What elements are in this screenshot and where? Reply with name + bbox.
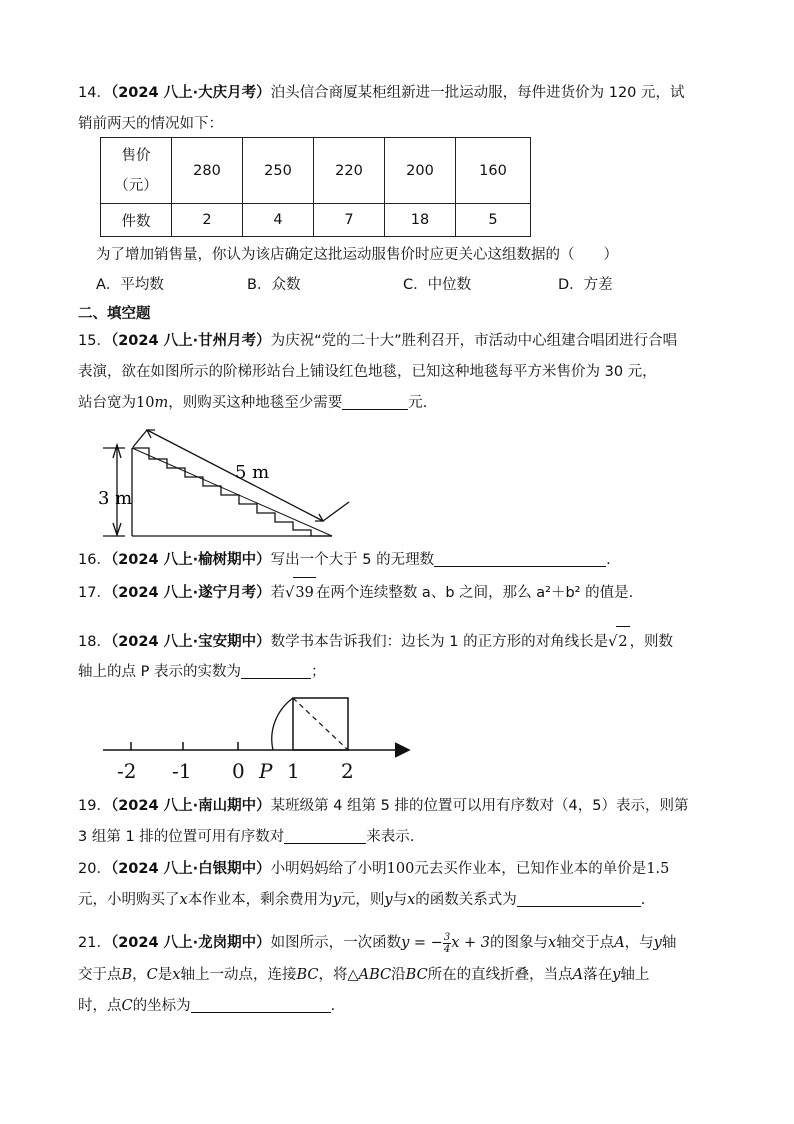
q20-text: 本作业本，剩余费用为 xyxy=(187,892,333,908)
answer-blank[interactable] xyxy=(342,391,408,410)
price-value: 1.5 xyxy=(646,861,670,877)
q15-text: 为庆祝“党的二十大”胜利召开，市活动中心组建合唱团进行合唱 xyxy=(270,333,678,349)
q14-line2: 销前两天的情况如下： xyxy=(78,116,223,132)
sqrt-39: √39 xyxy=(285,585,316,601)
q20-text: 元，则 xyxy=(340,892,385,908)
q21-text: 轴上一动点，连接 xyxy=(180,967,297,983)
q21-text: 轴上 xyxy=(620,967,650,983)
option-a: A．平均数 xyxy=(96,277,164,293)
question-source: （2024 八上·南山期中） xyxy=(110,798,271,814)
sales-table xyxy=(100,137,531,237)
q15-line2: 表演，欲在如图所示的阶梯形站台上铺设红色地毯，已知这种地毯每平方米售价为 30 元， xyxy=(78,364,657,380)
q21-line2 xyxy=(78,960,728,991)
var-x: x xyxy=(172,967,181,983)
question-number: 14． xyxy=(78,85,111,101)
option-b: B．众数 xyxy=(247,277,301,293)
q21-line3 xyxy=(78,991,728,1022)
q21-text: 所在的直线折叠，当点 xyxy=(427,967,573,983)
q18-text: 轴上的点 P 表示的实数为 xyxy=(78,664,241,680)
width-unit: m xyxy=(154,395,169,411)
q20-text: 与 xyxy=(392,892,408,908)
q14-line1 xyxy=(78,78,728,109)
q20-text: 的函数关系式为 xyxy=(415,892,517,908)
var-x: x xyxy=(548,935,557,951)
q21-text: ， xyxy=(132,967,147,983)
var-x: x xyxy=(407,892,416,908)
answer-blank[interactable] xyxy=(517,888,641,907)
height-label: 3 m xyxy=(98,488,133,509)
question-source: （2024 八上·白银期中） xyxy=(110,861,271,877)
point-a: A xyxy=(572,967,584,983)
eq-rhs: x + 3 xyxy=(451,935,490,951)
linear-function xyxy=(401,931,490,955)
price-cell: 160 xyxy=(456,138,531,204)
question-source: （2024 八上·榆树期中） xyxy=(110,552,271,568)
q17-text: 若 xyxy=(270,585,286,601)
tick-label: 2 xyxy=(341,759,354,783)
count-cell: 5 xyxy=(456,204,531,237)
count-cell: 7 xyxy=(314,204,385,237)
q20-text: 小明妈妈给了小明 xyxy=(270,861,387,877)
question-source: （2024 八上·遂宁月考） xyxy=(110,585,271,601)
tick-label: -1 xyxy=(172,759,192,783)
q21-text: . xyxy=(330,998,336,1014)
q16-text: 写出一个大于 5 的无理数 xyxy=(270,552,435,568)
q21-text: 轴 xyxy=(661,935,677,951)
price-cell: 220 xyxy=(314,138,385,204)
count-cell: 18 xyxy=(385,204,456,237)
question-number: 17． xyxy=(78,585,111,601)
triangle-abc: ABC xyxy=(358,967,392,983)
price-cell: 280 xyxy=(172,138,243,204)
number-line-figure xyxy=(95,690,425,790)
answer-blank[interactable] xyxy=(191,994,331,1013)
q14-text: 泊头信合商厦某柜组新进一批运动服，每件进货价为 120 元，试 xyxy=(270,85,685,101)
q16-text: . xyxy=(606,552,611,568)
q18-text: 数学书本告诉我们：边长为 1 的正方形的对角线长是 xyxy=(270,634,609,650)
price-cell: 250 xyxy=(243,138,314,204)
q21-text: 轴交于点 xyxy=(556,935,615,951)
q17-text: 在两个连续整数 a、b 之间，那么 a²＋b² 的值是. xyxy=(315,585,634,601)
var-y: y xyxy=(332,892,341,908)
q21-text: 是 xyxy=(157,967,173,983)
q20-line1 xyxy=(78,854,728,885)
tick-label: 1 xyxy=(287,759,300,783)
answer-blank[interactable] xyxy=(284,825,366,844)
tick-label: -2 xyxy=(117,759,137,783)
question-source: （2024 八上·龙岗期中） xyxy=(110,935,271,951)
q18-line1 xyxy=(78,626,728,658)
q20-line2 xyxy=(78,885,728,916)
price-cell: 200 xyxy=(385,138,456,204)
price-row xyxy=(101,138,531,204)
q18-text: ； xyxy=(310,664,326,680)
q17-line xyxy=(78,577,728,609)
question-number: 21． xyxy=(78,935,111,951)
money-value: 100 xyxy=(386,861,415,877)
q15-text: 站台宽为 xyxy=(78,395,136,411)
radicand: 39 xyxy=(293,577,315,609)
q19-text: 3 组第 1 排的位置可用有序数对 xyxy=(78,829,285,845)
q19-text: 来表示. xyxy=(366,829,415,845)
point-a: A xyxy=(614,935,625,951)
width-value: 10 xyxy=(136,395,155,411)
count-cell: 2 xyxy=(172,204,243,237)
question-number: 18． xyxy=(78,634,111,650)
q15-text: 元. xyxy=(408,395,428,411)
q21-text: 落在 xyxy=(583,967,613,983)
question-source: （2024 八上·大庆月考） xyxy=(110,85,271,101)
staircase-figure xyxy=(95,418,365,543)
q21-text: 交于点 xyxy=(78,967,122,983)
fraction xyxy=(443,932,451,955)
q18-text: ，则数 xyxy=(629,634,674,650)
option-d: D．方差 xyxy=(558,277,613,293)
price-unit: （元） xyxy=(114,177,158,194)
q19-line1 xyxy=(78,791,728,822)
q21-text: ，与 xyxy=(624,935,654,951)
question-source: （2024 八上·宝安期中） xyxy=(110,634,271,650)
segment-bc: BC xyxy=(296,967,319,983)
sqrt-2: √2 xyxy=(608,634,629,650)
q18-line2 xyxy=(78,657,728,688)
q20-text: 元，小明购买了 xyxy=(78,892,180,908)
tick-label: 0 xyxy=(232,759,245,783)
radicand: 2 xyxy=(616,626,629,658)
q21-text: 沿 xyxy=(391,967,406,983)
var-y: y xyxy=(612,967,621,983)
slope-label: 5 m xyxy=(235,462,270,483)
section-heading: 二、填空题 xyxy=(78,306,151,322)
question-number: 19． xyxy=(78,798,111,814)
q21-text: 的图象与 xyxy=(490,935,548,951)
q15-text: ，则购买这种地毯至少需要 xyxy=(168,395,343,411)
q21-text: 的坐标为 xyxy=(132,998,191,1014)
question-source: （2024 八上·甘州月考） xyxy=(110,333,271,349)
var-y: y xyxy=(384,892,393,908)
q15-line3 xyxy=(78,388,728,419)
answer-blank[interactable] xyxy=(434,548,606,567)
question-number: 16． xyxy=(78,552,111,568)
q15-line1 xyxy=(78,326,728,357)
answer-blank[interactable] xyxy=(241,660,311,679)
frac-den: 4 xyxy=(443,943,451,955)
q21-text: 时，点 xyxy=(78,998,122,1014)
point-p-label: P xyxy=(259,759,273,783)
count-label-cell: 件数 xyxy=(101,204,172,237)
point-c: C xyxy=(121,998,133,1014)
q20-text: 元去买作业本，已知作业本的单价是 xyxy=(414,861,647,877)
price-label-cell xyxy=(101,138,172,204)
point-c: C xyxy=(146,967,158,983)
q20-text: . xyxy=(640,892,646,908)
eq-lhs: y = − xyxy=(401,935,443,951)
q14-question: 为了增加销售量，你认为该店确定这批运动服售价时应更关心这组数据的（ ） xyxy=(96,247,618,263)
count-row xyxy=(101,204,531,237)
count-cell: 4 xyxy=(243,204,314,237)
q21-text: 如图所示，一次函数 xyxy=(270,935,402,951)
q16-line xyxy=(78,545,728,576)
question-number: 15． xyxy=(78,333,111,349)
question-number: 20． xyxy=(78,861,111,877)
var-y: y xyxy=(653,935,662,951)
var-x: x xyxy=(179,892,188,908)
frac-num: 3 xyxy=(443,931,451,943)
point-b: B xyxy=(121,967,133,983)
option-c: C．中位数 xyxy=(403,277,472,293)
segment-bc: BC xyxy=(405,967,428,983)
q21-text: ，将△ xyxy=(318,967,359,983)
q19-line2 xyxy=(78,822,728,853)
q19-text: 某班级第 4 组第 5 排的位置可以用有序数对（4，5）表示，则第 xyxy=(270,798,689,814)
price-label: 售价 xyxy=(121,147,151,164)
q21-line1 xyxy=(78,928,728,959)
